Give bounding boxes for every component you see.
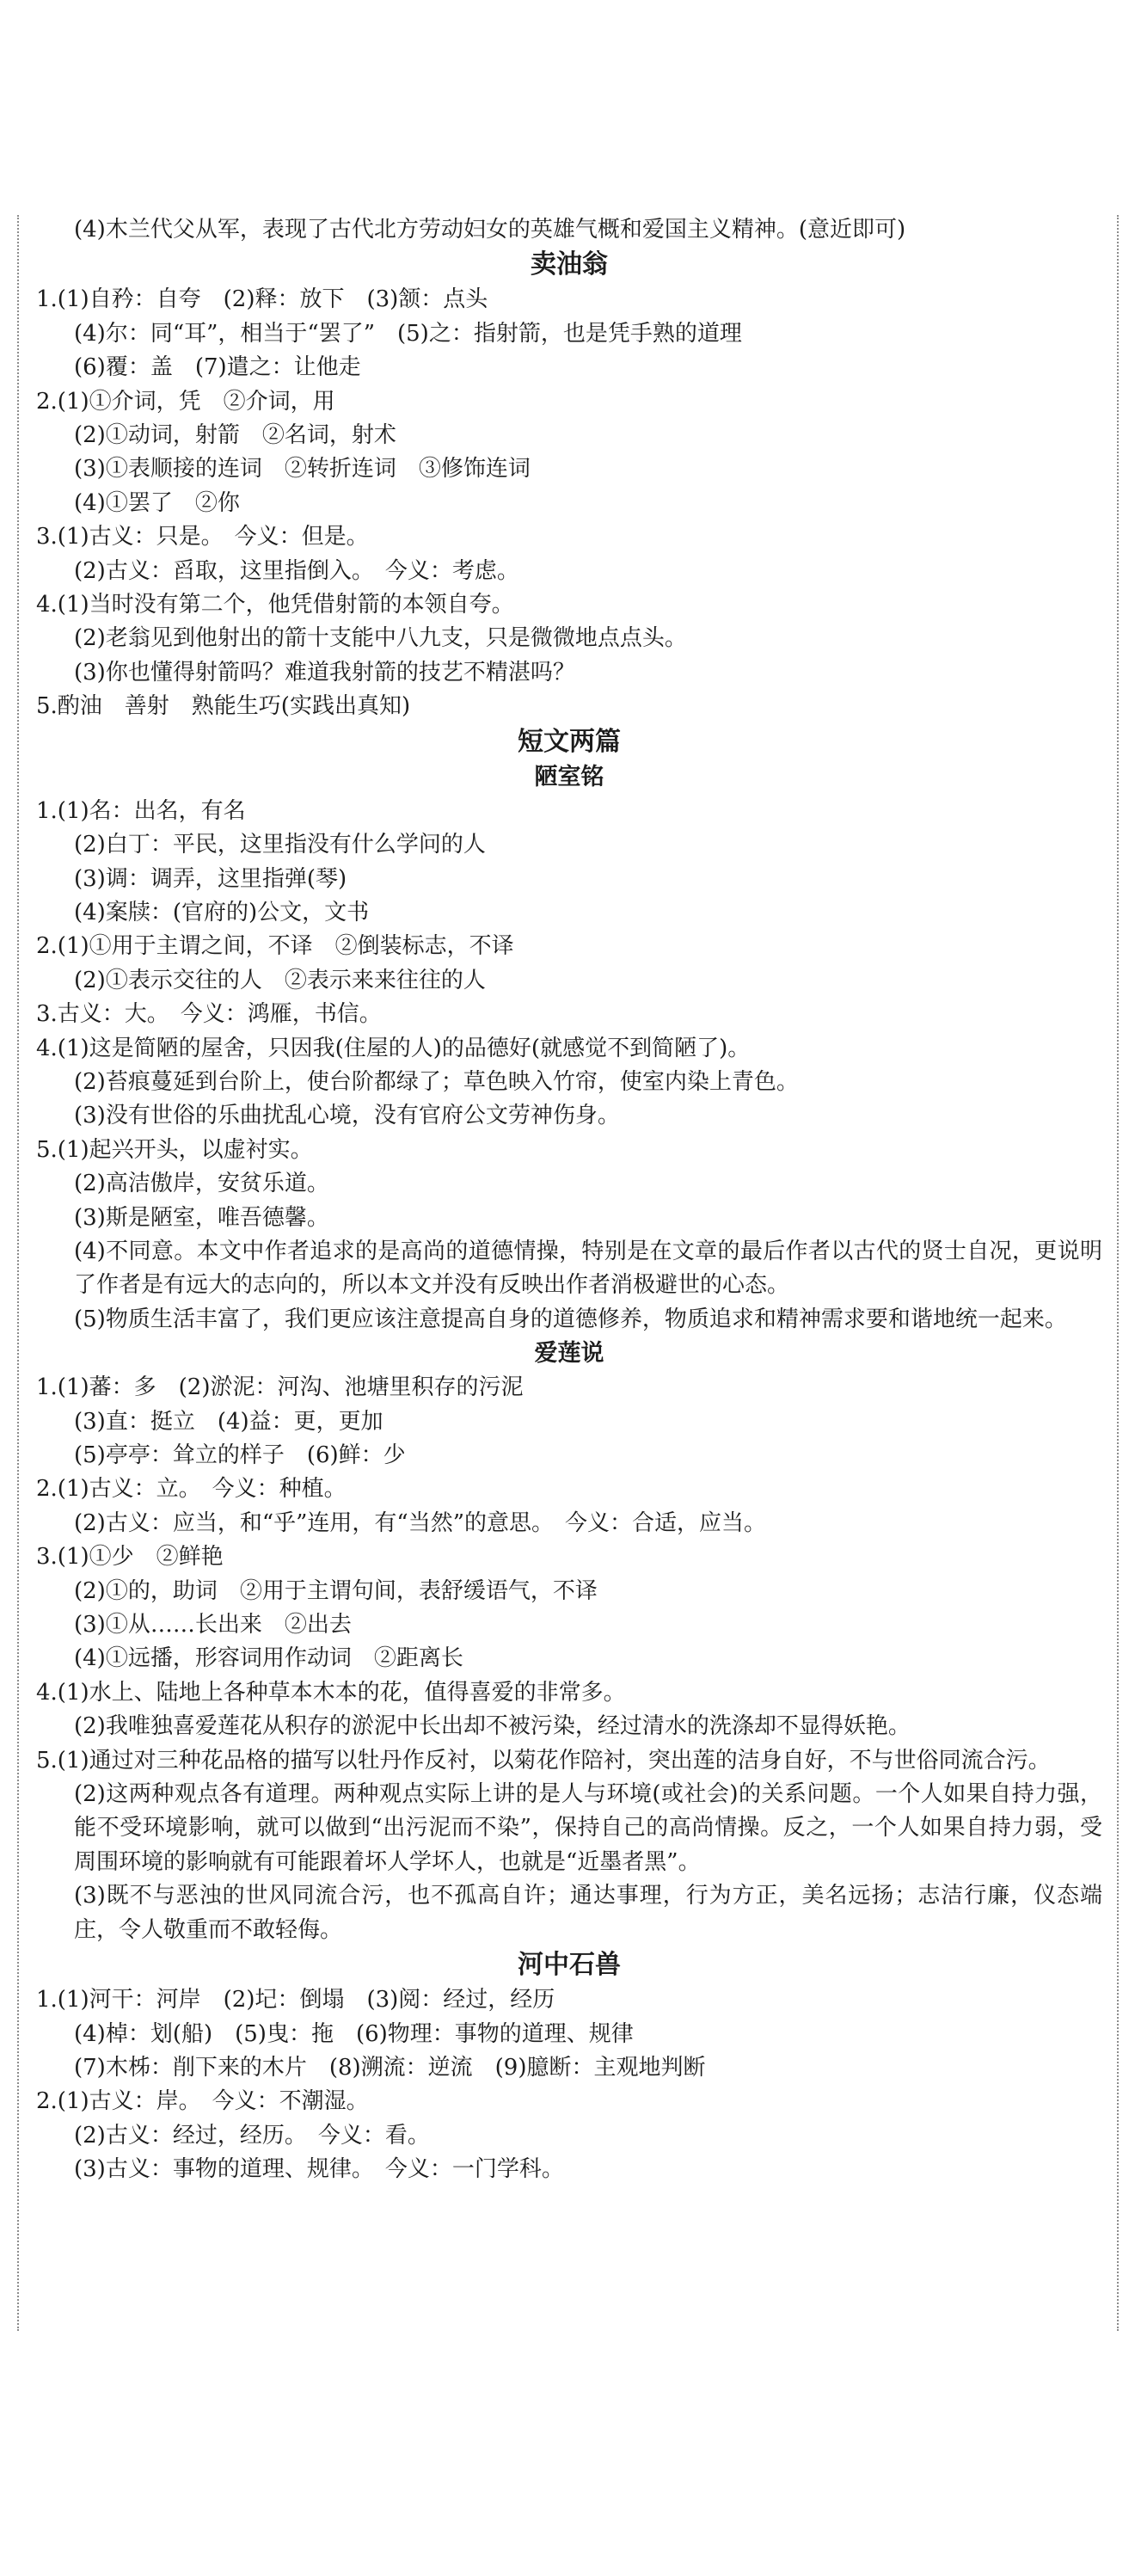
answer-line: (2)高洁傲岸，安贫乐道。 [74,1171,329,1197]
section-title-hezhongshishou: 河中石兽 [518,1950,621,1981]
answer-line: 2.(1)古义：岸。 今义：不潮湿。 [36,2088,369,2115]
answer-line: (4)①远播，形容词用作动词 ②距离长 [74,1645,463,1672]
answer-line: (2)①表示交往的人 ②表示来来往往的人 [74,967,486,993]
answer-line: 4.(1)水上、陆地上各种草本木本的花，值得喜爱的非常多。 [36,1679,626,1706]
answer-line: (2)古义：舀取，这里指倒入。 今义：考虑。 [74,557,519,584]
answer-line: 1.(1)名：出名，有名 [36,797,246,824]
answer-line: (3)古义：事物的道理、规律。 今义：一门学科。 [74,2156,564,2183]
answer-line: (2)古义：经过，经历。 今义：看。 [74,2122,430,2149]
answer-line: (3)直：挺立 (4)益：更，更加 [74,1408,383,1435]
answer-line: (3)①表顺接的连词 ②转折连词 ③修饰连词 [74,456,531,483]
answer-line: (2)古义：应当，和“乎”连用，有“当然”的意思。 今义：合适，应当。 [74,1509,766,1536]
answer-line: (2)①的，助词 ②用于主谓句间，表舒缓语气，不译 [74,1577,598,1604]
answer-line: 5.酌油 善射 熟能生巧(实践出真知) [36,693,411,720]
answer-paragraph: 5.(1)通过对三种花品格的描写以牡丹作反衬，以菊花作陪衬，突出莲的洁身自好，不与世俗同流合污。 [36,1747,1051,1774]
answer-line: 4.(1)当时没有第二个，他凭借射箭的本领自夸。 [36,592,514,618]
answer-line: (5)亭亭：耸立的样子 (6)鲜：少 [74,1442,406,1468]
section-subtitle-loushiming: 陋室铭 [534,763,604,790]
answer-content [36,213,1102,2187]
answer-line: (3)①从……长出来 ②出去 [74,1612,352,1638]
answer-line: (4)案牍：(官府的)公文，文书 [74,899,370,925]
answer-line: 1.(1)蕃：多 (2)淤泥：河沟、池塘里积存的污泥 [36,1374,524,1401]
answer-line: (3)你也懂得射箭吗？难道我射箭的技艺不精湛吗？ [74,659,575,685]
answer-line: (7)木柹：削下来的木片 (8)溯流：逆流 (9)臆断：主观地判断 [74,2054,706,2081]
answer-line: 2.(1)①用于主谓之间，不译 ②倒装标志，不译 [36,933,514,960]
answer-line: 4.(1)这是简陋的屋舍，只因我(住屋的人)的品德好(就感觉不到简陋了)。 [36,1035,751,1061]
answer-line: 2.(1)①介词，凭 ②介词，用 [36,388,335,415]
answer-line: (3)调：调弄，这里指弹(琴) [74,865,347,892]
section-title-maiyouweng: 卖油翁 [531,249,608,280]
answer-line: (2)苔痕蔓延到台阶上，使台阶都绿了；草色映入竹帘，使室内染上青色。 [74,1068,799,1095]
answer-line: (4)①罢了 ②你 [74,489,240,516]
section-subtitle-ailianshuo: 爱莲说 [534,1340,604,1368]
answer-line: (2)白丁：平民，这里指没有什么学问的人 [74,832,486,858]
answer-line: 2.(1)古义：立。 今义：种植。 [36,1476,347,1503]
answer-line: (6)覆：盖 (7)遣之：让他走 [74,354,361,381]
answer-line: (3)斯是陋室，唯吾德馨。 [74,1204,329,1231]
answer-line: 3.(1)古义：只是。 今义：但是。 [36,524,369,550]
right-dotted-rule [1117,215,1119,2331]
answer-line: 3.古义：大。 今义：鸿雁，书信。 [36,1001,382,1028]
answer-line: (4)棹：划(船) (5)曳：拖 (6)物理：事物的道理、规律 [74,2020,634,2047]
answer-line: (4)尔：同“耳”，相当于“罢了” (5)之：指射箭，也是凭手熟的道理 [74,320,742,347]
section-title-duanwenliangpian: 短文两篇 [518,726,621,757]
answer-line: (3)没有世俗的乐曲扰乱心境，没有官府公文劳神伤身。 [74,1103,620,1129]
answer-line: 1.(1)自矜：自夸 (2)释：放下 (3)颔：点头 [36,286,488,313]
answer-line: (2)我唯独喜爱莲花从积存的淤泥中长出却不被污染，经过清水的洗涤却不显得妖艳。 [74,1713,911,1740]
answer-line: 5.(1)起兴开头，以虚衬实。 [36,1136,313,1163]
answer-paragraph: (2)这两种观点各有道理。两种观点实际上讲的是人与环境(或社会)的关系问题。一个人如果自持力强，能不受环境影响，就可以做到“出污泥而不染”，保持自己的高尚情操。反之，一个人如果自持力弱，受周围环境的影响就有可能跟着坏人学坏人，也就是“近墨者黑”。 [74,1781,1102,1875]
answer-line: 3.(1)①少 ②鲜艳 [36,1544,224,1571]
answer-paragraph: (5)物质生活丰富了，我们更应该注意提高自身的道德修养，物质追求和精神需求要和谐地统一起来。 [74,1306,1067,1332]
intro-answer-line: (4)木兰代父从军，表现了古代北方劳动妇女的英雄气概和爱国主义精神。(意近即可) [74,217,906,243]
answer-line: (2)①动词，射箭 ②名词，射术 [74,422,396,449]
answer-paragraph: (3)既不与恶浊的世风同流合污，也不孤高自许；通达事理，行为方正，美名远扬；志洁行廉，仪态端庄，令人敬重而不敢轻侮。 [74,1883,1102,1943]
left-dotted-rule [17,215,19,2331]
answer-paragraph: (4)不同意。本文中作者追求的是高尚的道德情操，特别是在文章的最后作者以古代的贤士自况，更说明了作者是有远大的志向的，所以本文并没有反映出作者消极避世的心态。 [74,1238,1102,1299]
answer-line: 1.(1)河干：河岸 (2)圮：倒塌 (3)阅：经过，经历 [36,1987,555,2013]
answer-line: (2)老翁见到他射出的箭十支能中八九支，只是微微地点点头。 [74,625,687,652]
